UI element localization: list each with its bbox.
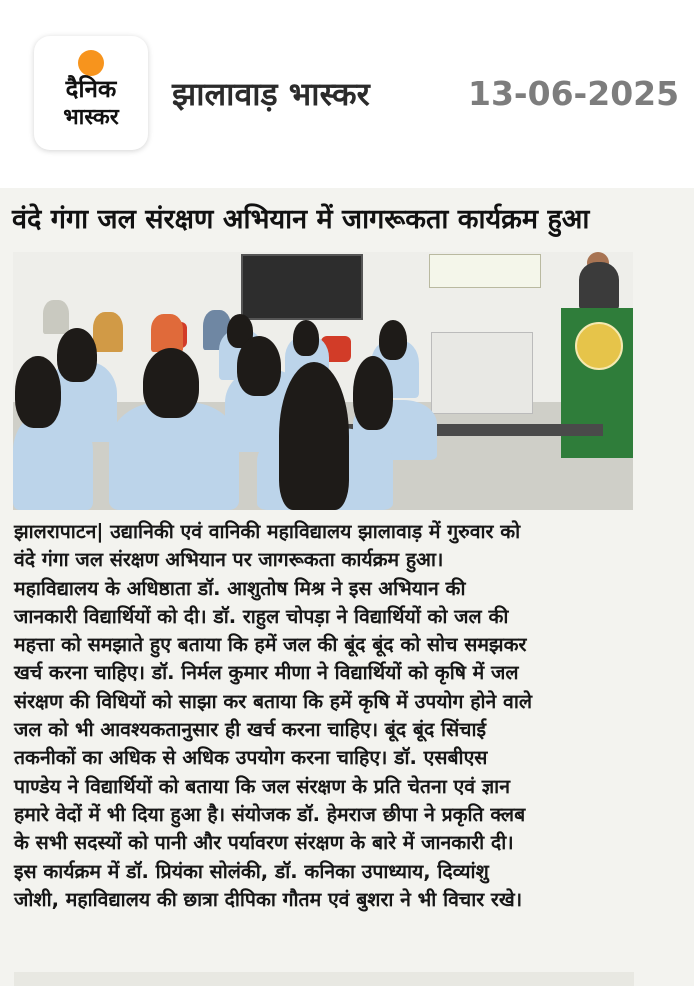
faculty-seated <box>93 312 123 352</box>
sun-icon <box>78 50 104 76</box>
page-header <box>0 0 694 160</box>
wall-screen <box>241 254 363 320</box>
article-body <box>14 518 634 914</box>
article-line: महाविद्यालय के अधिष्ठाता डॉ. आशुतोष मिश्र ने इस अभियान की <box>14 576 466 600</box>
article-line: हमारे वेदों में भी दिया हुआ है। संयोजक डॉ. हेमराज छीपा ने प्रकृति क्लब <box>14 802 526 826</box>
student-hair <box>353 356 393 430</box>
article-line: जोशी, महाविद्यालय की छात्रा दीपिका गौतम एवं बुशरा ने भी विचार रखे। <box>14 887 523 911</box>
article-line: महत्ता को समझाते हुए बताया कि हमें जल की बूंद बूंद को सोच समझकर <box>14 633 527 657</box>
edition-date: 13-06-2025 <box>468 74 680 113</box>
article-headline: वंदे गंगा जल संरक्षण अभियान में जागरूकता कार्यक्रम हुआ <box>12 204 590 235</box>
news-photo <box>13 252 633 510</box>
logo-text-line1: दैनिक <box>65 75 117 103</box>
college-emblem <box>575 322 623 370</box>
event-banner <box>429 254 541 288</box>
logo-text-line2: भास्कर <box>63 105 119 130</box>
article-line: इस कार्यक्रम में डॉ. प्रियंका सोलंकी, डॉ. कनिका उपाध्याय, दिव्यांशु <box>14 859 489 883</box>
student-hair <box>379 320 407 360</box>
student-hair <box>237 336 281 396</box>
speaker <box>579 262 619 310</box>
article-line: जानकारी विद्यार्थियों को दी। डॉ. राहुल चोपड़ा ने विद्यार्थियों को जल की <box>14 604 509 628</box>
student <box>109 402 239 510</box>
article-line: जल को भी आवश्यकतानुसार ही खर्च करना चाहिए। बूंद बूंद सिंचाई <box>14 718 487 742</box>
student <box>13 412 93 510</box>
clipping-bottom-edge <box>14 972 634 986</box>
article-line: वंदे गंगा जल संरक्षण अभियान पर जागरूकता कार्यक्रम हुआ। <box>14 548 444 572</box>
article-line: तकनीकों का अधिक से अधिक उपयोग करना चाहिए। डॉ. एसबीएस <box>14 746 488 770</box>
article-line: संरक्षण की विधियों को साझा कर बताया कि हमें कृषि में उपयोग होने वाले <box>14 689 532 713</box>
article-line: के सभी सदस्यों को पानी और पर्यावरण संरक्षण के बारे में जानकारी दी। <box>14 831 514 855</box>
article-line: पाण्डेय ने विद्यार्थियों को बताया कि जल संरक्षण के प्रति चेतना एवं ज्ञान <box>14 774 510 798</box>
edition-name: झालावाड़ भास्कर <box>172 75 370 113</box>
article-line: खर्च करना चाहिए। डॉ. निर्मल कुमार मीणा ने विद्यार्थियों को कृषि में जल <box>14 661 519 685</box>
dainik-bhaskar-logo <box>34 36 148 150</box>
student-hair <box>57 328 97 382</box>
faculty-seated <box>151 314 183 352</box>
student-hair <box>143 348 199 418</box>
student-hair <box>279 362 349 510</box>
faculty-seated <box>43 300 69 334</box>
article-line: झालरापाटन| उद्यानिकी एवं वानिकी महाविद्यालय झालावाड़ में गुरुवार को <box>14 520 521 543</box>
student-hair <box>15 356 61 428</box>
student-hair <box>293 320 319 356</box>
side-podium <box>431 332 533 414</box>
